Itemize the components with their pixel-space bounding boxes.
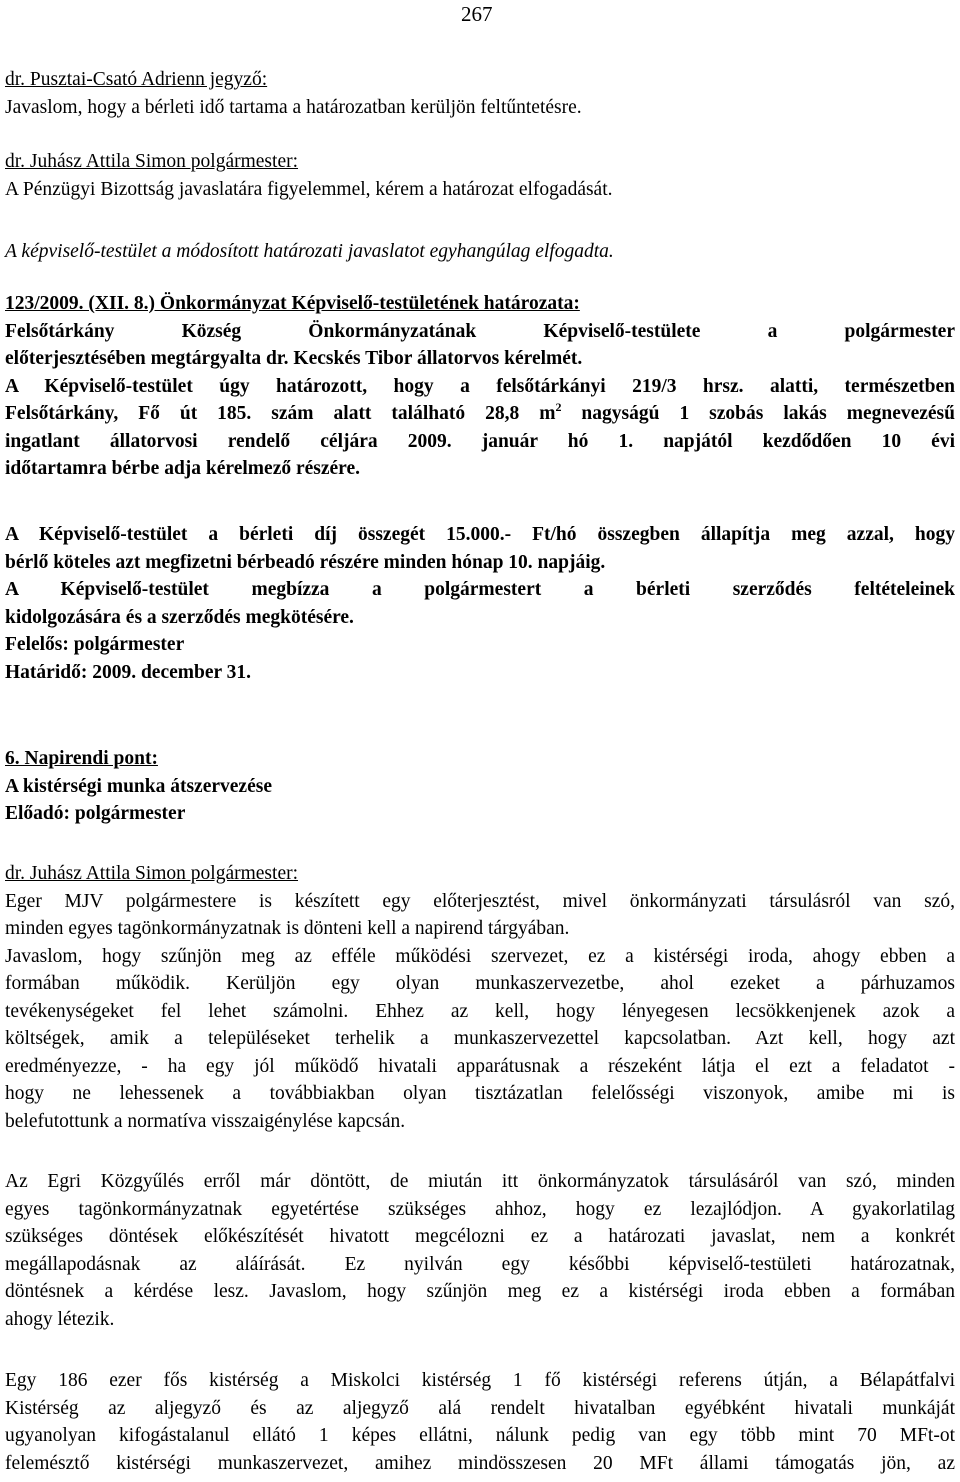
resolution-line: A Képviselő-testület a bérleti díj összegét 15.000.- Ft/hó összegben állapítja meg azzal, hogy [5, 524, 955, 545]
paragraph-line: tevékenységeket fel lehet számolni. Ehhez az kell, hogy lényegesen lecsökkenjenek azok a [5, 1000, 955, 1022]
resolution-continued [5, 521, 955, 686]
paragraph-line: felemésztő kistérségi munkaszervezet, amihez mindösszesen 20 MFt állami támogatás jön, az [5, 1452, 955, 1474]
agenda-heading: 6. Napirendi pont: [5, 748, 158, 769]
paragraph-line: Javaslom, hogy szűnjön meg az efféle működési szervezet, ez a kistérségi iroda, ahogy ebben a [5, 945, 955, 967]
resolution-line: előterjesztésében megtárgyalta dr. Kecskés Tibor állatorvos kérelmét. [5, 348, 583, 369]
notary-statement [5, 66, 955, 121]
paragraph-line: Eger MJV polgármestere is készített egy előterjesztést, mivel önkormányzati társulásról van szó, [5, 890, 955, 912]
paragraph-line: Az Egri Közgyűlés erről már döntött, de miután itt önkormányzatok társulásáról van szó, minden [5, 1171, 955, 1192]
paragraph-line: hogy ne lehessenek a továbbiakban olyan tisztázatlan felelősségi viszonyok, amibe mi is [5, 1083, 955, 1104]
resolution-line: bérlő köteles azt megfizetni bérbeadó részére minden hónap 10. napjáig. [5, 551, 606, 573]
agenda-title: A kistérségi munka átszervezése [5, 775, 272, 797]
resolution-title: 123/2009. (XII. 8.) Önkormányzat Képviselő-testületének határozata: [5, 293, 580, 314]
paragraph-line: egyes tagönkormányzatnak egyetértése szükséges ahhoz, hogy ez lezajlódjon. A gyakorlatilag [5, 1198, 955, 1220]
deadline: Határidő: 2009. december 31. [5, 661, 252, 683]
paragraph-line: költségek, amik a településeket terhelik a munkaszervezettel kapcsolatban. Azt kell, hogy azt [5, 1028, 955, 1049]
paragraph-line: ahogy létezik. [5, 1308, 115, 1330]
paragraph-line: döntésnek a kérdése lesz. Javaslom, hogy szűnjön meg ez a kistérségi iroda ebben a formában [5, 1281, 955, 1302]
agenda-presenter: Előadó: polgármester [5, 803, 186, 824]
vote-note-block [5, 238, 955, 266]
paragraph-2 [5, 1168, 955, 1333]
resolution [5, 290, 955, 483]
paragraph-line: ugyanolyan kifogástalanul ellátó 1 képes ellátni, nálunk pedig van egy több mint 70 MFt-ot [5, 1425, 955, 1446]
paragraph-3 [5, 1367, 955, 1477]
paragraph-line: minden egyes tagönkormányzatnak is dönteni kell a napirend tárgyában. [5, 918, 570, 939]
page-number: 267 [461, 2, 493, 26]
resolution-line: időtartamra bérbe adja kérelmező részére. [5, 458, 361, 479]
mayor-text-1: A Pénzügyi Bizottság javaslatára figyelemmel, kérem a határozat elfogadását. [5, 178, 613, 200]
vote-note: A képviselő-testület a módosított határozati javaslatot egyhangúlag elfogadta. [5, 241, 614, 262]
agenda [5, 745, 955, 828]
resolution-line: Felsőtárkány Község Önkormányzatának Képviselő-testülete a polgármester [5, 320, 955, 342]
speaker-mayor: dr. Juhász Attila Simon polgármester: [5, 151, 299, 172]
paragraph-line: Kistérség az aljegyző és az aljegyző alá rendelt hivatalban egyébként hivatali munkáját [5, 1397, 955, 1419]
resolution-line: kidolgozására és a szerződés megkötésére. [5, 606, 354, 628]
paragraph-line: eredményezze, - ha egy jól működő hivatali apparátusnak a részeként látja el ezt a feladatot - [5, 1055, 955, 1077]
paragraph-line: szükséges döntések előkészítését hivatott megcélozni ez a határozati javaslat, nem a konkrét [5, 1226, 955, 1247]
paragraph-line: formában működik. Kerüljön egy olyan munkaszervezetbe, ahol ezeket a párhuzamos [5, 973, 955, 994]
paragraph-line: belefutottunk a normatíva visszaigénylése kapcsán. [5, 1110, 406, 1132]
responsible: Felelős: polgármester [5, 634, 185, 655]
resolution-line: ingatlant állatorvosi rendelő céljára 2009. január hó 1. napjától kezdődően 10 évi [5, 430, 955, 452]
notary-text: Javaslom, hogy a bérleti idő tartama a határozatban kerüljön feltűntetésre. [5, 96, 582, 118]
resolution-line: Felsőtárkány, Fő út 185. szám alatt található 28,8 $m^2$ nagyságú 1 szobás lakás megnevezésű [5, 400, 955, 424]
resolution-line: A Képviselő-testület úgy határozott, hogy a felsőtárkányi 219/3 hrsz. alatti, természetben [5, 375, 955, 397]
paragraph-line: Egy 186 ezer fős kistérség a Miskolci kistérség 1 fő kistérségi referens útján, a Bélapátfalvi [5, 1370, 955, 1391]
resolution-line: A Képviselő-testület megbízza a polgármestert a bérleti szerződés feltételeinek [5, 579, 955, 600]
mayor-statement-1 [5, 148, 955, 203]
speaker-mayor: dr. Juhász Attila Simon polgármester: [5, 863, 299, 884]
paragraph-line: megállapodásnak az aláírását. Ez nyilván egy későbbi képviselő-testületi határozatnak, [5, 1253, 955, 1275]
mayor-statement-2 [5, 860, 955, 1135]
speaker-notary: dr. Pusztai-Csató Adrienn jegyző: [5, 69, 268, 90]
